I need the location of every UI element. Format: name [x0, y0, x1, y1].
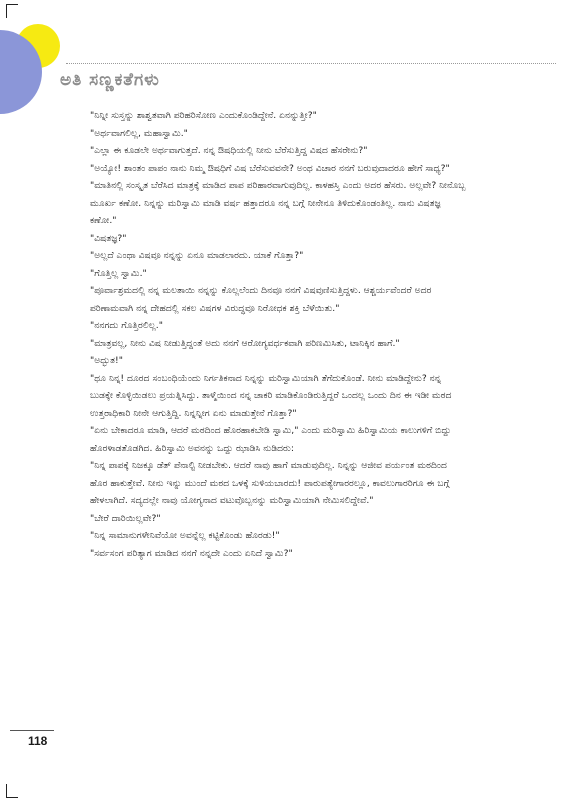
- story-text: [90, 107, 466, 562]
- paragraph: "ಏನು ಬೇಕಾದರೂ ಮಾಡಿ, ಆದರೆ ಮಠದಿಂದ ಹೊರಹಾಕಬೇಡಿ ಸ್ವಾಮಿ," ಎಂದು ಮರಿಸ್ವಾಮಿ ಹಿರಿಸ್ವಾಮಿಯ ಕಾಲುಗಳಿಗೆ ಬಿದ್ದು ಹೊರಳಾಡತೊಡಗಿದ. ಹಿರಿಸ್ವಾಮಿ ಅವನನ್ನು ಒದ್ದು ಝಾಡಿಸಿ ನುಡಿದರು:: [90, 425, 452, 454]
- paragraph: "ನಿನ್ನ ಸಾಮಾನುಗಳೇನಿವೆಯೋ ಅವನ್ನೆಲ್ಲ ಕಟ್ಟಿಕೊಂಡು ಹೊರಡು!": [90, 530, 280, 541]
- paragraph: "ನಿನ್ನೀ ಸುಸ್ತನ್ನು ಶಾಶ್ವತವಾಗಿ ಪರಿಹರಿಸೋಣ ಎಂದುಕೊಂಡಿದ್ದೇನೆ. ಏನನ್ನುತ್ತೀ?": [90, 110, 317, 121]
- page-number: 118: [28, 734, 48, 748]
- paragraph: "ಬೇರೆ ದಾರಿಯಿಲ್ಲವೇ?": [90, 512, 161, 524]
- crop-mark-bottom-left-h: [6, 797, 18, 798]
- running-head: ಅತಿ ಸಣ್ಣಕತೆಗಳು: [60, 70, 160, 90]
- page-number-rule: [10, 730, 54, 731]
- paragraph: "ಗೊತ್ತಿಲ್ಲ ಸ್ವಾಮಿ.": [90, 267, 147, 279]
- header-dotted-rule: [66, 63, 556, 64]
- paragraph: "ವಿಷತಜ್ಞ?": [90, 232, 127, 244]
- paragraph: "ಅರ್ಥವಾಗಲಿಲ್ಲ, ಮಹಾಸ್ವಾಮಿ.": [90, 127, 188, 139]
- paragraph: "ಅಲ್ಲದೆ ಎಂಥಾ ವಿಷವೂ ನನ್ನನ್ನು ಏನೂ ಮಾಡಲಾರದು. ಯಾಕೆ ಗೊತ್ತಾ?": [90, 250, 304, 261]
- crop-mark-bottom-left: [6, 784, 7, 798]
- paragraph: "ಮಾತ್ರವಲ್ಲ, ನೀನು ವಿಷ ನೀಡುತ್ತಿದ್ದಂತೆ ಅದು ನನಗೆ ಆರೋಗ್ಯವರ್ಧಕವಾಗಿ ಪರಿಣಮಿಸಿತು, ಟಾನಿಕ್ಕಿನ ಹಾಗೆ.": [90, 337, 400, 349]
- crop-mark-top-left: [6, 4, 7, 18]
- crop-mark-top-left-h: [6, 4, 18, 5]
- paragraph: "ನನಗದು ಗೊತ್ತಿರಲಿಲ್ಲ.": [90, 320, 163, 331]
- paragraph: "ಅಯ್ಯೋ! ಶಾಂತಂ ಪಾಪಂ ನಾನು ನಿಮ್ಮ ಔಷಧಿಗೆ ವಿಷ ಬೆರೆಸುವವನೇ? ಅಂಥ ವಿಚಾರ ನನಗೆ ಬರುವುದಾದರೂ ಹೇಗೆ ಸಾಧ್ಯ?": [90, 162, 450, 174]
- paragraph: "ಸರ್ವಸಂಗ ಪರಿತ್ಯಾಗ ಮಾಡಿದ ನನಗೆ ನನ್ನದೇ ಎಂದು ಏನಿದೆ ಸ್ವಾಮಿ?": [90, 547, 293, 559]
- paragraph: "ಮಾತಿನಲ್ಲಿ ಸಂಸ್ಕೃತ ಬೆರೆಸಿದ ಮಾತ್ರಕ್ಕೆ ಮಾಡಿದ ಪಾಪ ಪರಿಹಾರವಾಗುವುದಿಲ್ಲ. ಕಾಳಹಸ್ತಿ ಎಂದು ಅದರ ಹೆಸರು. ಅಲ್ಲವೇ? ನೀನೊಬ್ಬ ಮೂರ್ಖ ಕಣೋ. ನಿನ್ನನ್ನು ಮರಿಸ್ವಾಮಿ ಮಾಡಿ ವರ್ಷ ಹತ್ತಾದರೂ ನನ್ನ ಬಗ್ಗೆ ನೀನೇನೂ ತಿಳಿದುಕೊಂಡಂತಿಲ್ಲ. ನಾನು ವಿಷತಜ್ಞ ಕಣೋ.": [90, 180, 466, 226]
- paragraph: "ಪೂರ್ವಾಶ್ರಮದಲ್ಲಿ ನನ್ನ ಮಲತಾಯಿ ನನ್ನನ್ನು ಕೊಲ್ಲಲೆಂದು ದಿನವೂ ನನಗೆ ವಿಷವುಣಿಸುತ್ತಿದ್ದಳು. ಆಶ್ಚರ್ಯವೆಂದರೆ ಅದರ ಪರಿಣಾಮವಾಗಿ ನನ್ನ ದೇಹದಲ್ಲಿ ಸಕಲ ವಿಷಗಳ ವಿರುದ್ಧವೂ ನಿರೋಧಕ ಶಕ್ತಿ ಬೆಳೆಯಿತು.": [90, 285, 432, 314]
- paragraph: "ಥೂ ನಿನ್ನ! ದೂರದ ಸಂಬಂಧಿಯೆಂದು ನಿರ್ಗತಿಕನಾದ ನಿನ್ನನ್ನು ಮರಿಸ್ವಾಮಿಯಾಗಿ ತೆಗೆದುಕೊಂಡೆ. ನೀನು ಮಾಡಿದ್ದೇನು? ನನ್ನ ಬುಡಕ್ಕೇ ಕೊಳ್ಳಿಯಿಡಲು ಪ್ರಯತ್ನಿಸಿದ್ದು. ತಾಳ್ಮೆಯಿಂದ ನನ್ನ ಚಾಕರಿ ಮಾಡಿಕೊಂಡಿರುತ್ತಿದ್ದರೆ ಒಂದಲ್ಲ ಒಂದು ದಿನ ಈ ಇಡೀ ಮಠದ ಉತ್ತರಾಧಿಕಾರಿ ನೀನೇ ಆಗುತ್ತಿದ್ದಿ. ನಿನ್ನನ್ನೀಗ ಏನು ಮಾಡುತ್ತೇನೆ ಗೊತ್ತಾ?": [90, 372, 452, 419]
- paragraph: "ಅದ್ಭುತ!": [90, 355, 123, 366]
- paragraph: "ನಿನ್ನ ಪಾಪಕ್ಕೆ ನಿಜಕ್ಕೂ ಡೆತ್ ಪೆನಾಲ್ಟಿ ನೀಡಬೇಕು. ಆದರೆ ನಾವು ಹಾಗೆ ಮಾಡುವುದಿಲ್ಲ. ನಿನ್ನನ್ನು ಆಜೀವ ಪರ್ಯಂತ ಮಠದಿಂದ ಹೊರ ಹಾಕುತ್ತೇವೆ. ನೀನು ಇನ್ನು ಮುಂದೆ ಮಠದ ಒಳಕ್ಕೆ ಸುಳಿಯಬಾರದು! ಪಾರುಪತ್ಯೇಗಾರರಲ್ಲೂ, ಕಾವಲುಗಾರರಿಗೂ ಈ ಬಗ್ಗೆ ಹೇಳಲಾಗಿದೆ. ಸದ್ಯದಲ್ಲೇ ನಾವು ಯೋಗ್ಯನಾದ ವಟುವೊಬ್ಬನನ್ನು ಮರಿಸ್ವಾಮಿಯಾಗಿ ನೇಮಿಸಲಿದ್ದೇವೆ.": [90, 460, 450, 506]
- paragraph: "ಎಲ್ಲಾ ಈ ಕೂಡಲೇ ಅರ್ಥವಾಗುತ್ತದೆ. ನನ್ನ ಔಷಧಿಯಲ್ಲಿ ನೀನು ಬೆರೆಸುತ್ತಿದ್ದ ವಿಷದ ಹೆಸರೇನು?": [90, 145, 368, 156]
